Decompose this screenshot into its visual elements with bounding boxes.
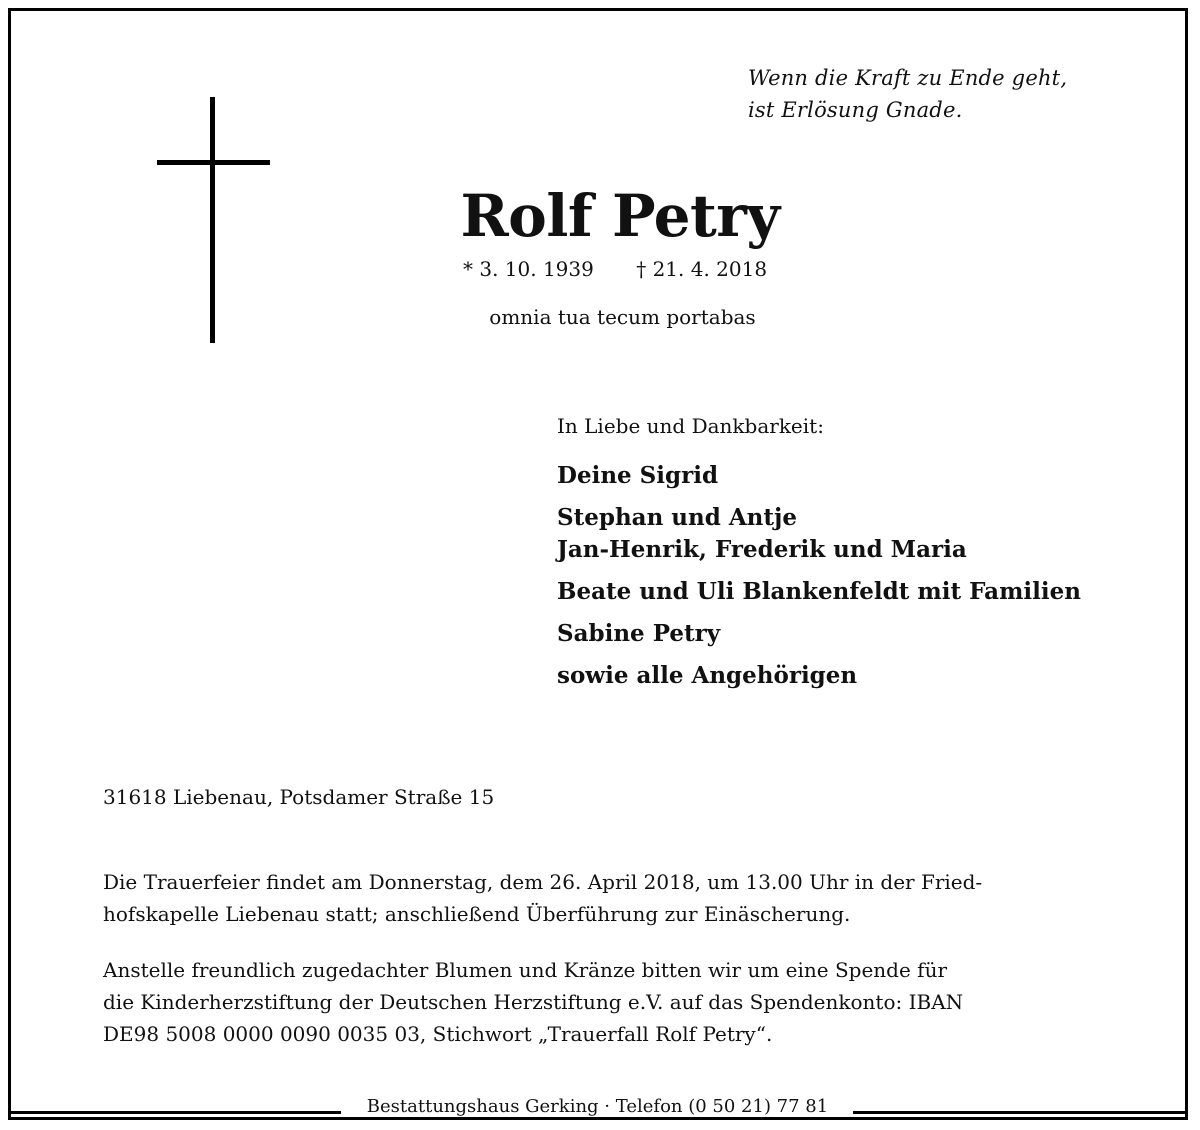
funeral-notice <box>103 866 1093 930</box>
mourner-group <box>557 618 1081 650</box>
death-date: † 21. 4. 2018 <box>636 257 768 281</box>
motto-line: Wenn die Kraft zu Ende geht, <box>748 66 1068 90</box>
notice-line: DE98 5008 0000 0090 0035 03, Stichwort „Trauerfall Rolf Petry“. <box>103 1022 773 1046</box>
motto-line: ist Erlösung Gnade. <box>748 98 963 122</box>
life-dates <box>463 257 767 281</box>
footer-rule-right <box>853 1111 1188 1114</box>
donation-notice <box>103 954 1093 1050</box>
mourner-group <box>557 576 1081 608</box>
deceased-name: Rolf Petry <box>460 182 780 250</box>
notice-line: Die Trauerfeier findet am Donnerstag, dem 26. April 2018, um 13.00 Uhr in der Fried- <box>103 870 983 894</box>
notice-line: hofskapelle Liebenau statt; anschließend Überführung zur Einäscherung. <box>103 902 851 926</box>
mourner-line: Jan-Henrik, Frederik und Maria <box>557 536 967 563</box>
funeral-home-footer: Bestattungshaus Gerking · Telefon (0 50 21) 77 81 <box>345 1096 850 1117</box>
mourner-group <box>557 460 1081 492</box>
mourner-line: Stephan und Antje <box>557 504 797 531</box>
notice-line: die Kinderherzstiftung der Deutschen Herzstiftung e.V. auf das Spendenkonto: IBAN <box>103 990 964 1014</box>
birth-date: * 3. 10. 1939 <box>463 257 594 281</box>
cross-icon-bar <box>157 160 270 165</box>
mourners-list <box>557 460 1081 702</box>
mourner-line: Deine Sigrid <box>557 462 719 489</box>
mourner-group <box>557 660 1081 692</box>
address: 31618 Liebenau, Potsdamer Straße 15 <box>103 785 495 809</box>
mourners-intro: In Liebe und Dankbarkeit: <box>557 414 824 438</box>
mourner-line: Beate und Uli Blankenfeldt mit Familien <box>557 578 1081 605</box>
motto <box>748 62 1067 126</box>
cross-icon <box>210 97 215 343</box>
footer-rule-left <box>11 1111 341 1114</box>
latin-quote: omnia tua tecum portabas <box>489 305 756 329</box>
mourner-line: Sabine Petry <box>557 620 721 647</box>
mourner-line: sowie alle Angehörigen <box>557 662 858 689</box>
notice-line: Anstelle freundlich zugedachter Blumen und Kränze bitten wir um eine Spende für <box>103 958 948 982</box>
mourner-group <box>557 502 1081 566</box>
